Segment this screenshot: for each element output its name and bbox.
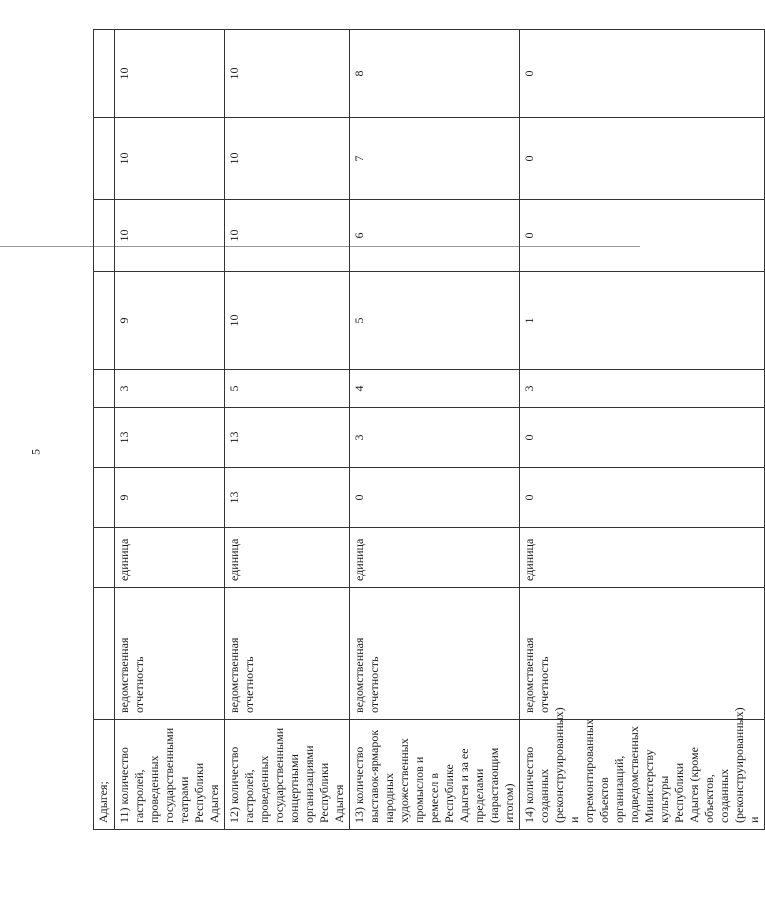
unit-cell: единица bbox=[225, 528, 350, 588]
value-cell: 5 bbox=[350, 272, 520, 370]
value-cell: 3 bbox=[350, 408, 520, 468]
source-cell: ведомственная отчетность bbox=[350, 588, 520, 720]
value-cell: 13 bbox=[225, 408, 350, 468]
value-cell: 10 bbox=[115, 118, 225, 200]
value-cell: 13 bbox=[225, 468, 350, 528]
unit-cell: единица bbox=[350, 528, 520, 588]
indicators-table bbox=[93, 29, 765, 830]
value-cell: 9 bbox=[115, 272, 225, 370]
value-cell: 10 bbox=[225, 200, 350, 272]
value-cell: 13 bbox=[115, 408, 225, 468]
unit-cell: единица bbox=[115, 528, 225, 588]
continuation-row bbox=[94, 30, 115, 830]
source-cell: ведомственная отчетность bbox=[225, 588, 350, 720]
table-row bbox=[115, 30, 225, 830]
indicator-cell: 11) количество гастролей, проведенных государственными театрами Республики Адыгея bbox=[115, 720, 225, 830]
value-cell: 10 bbox=[115, 200, 225, 272]
value-cell: 7 bbox=[350, 118, 520, 200]
table-row bbox=[520, 30, 765, 830]
value-cell: 0 bbox=[350, 468, 520, 528]
value-cell: 10 bbox=[225, 272, 350, 370]
value-cell: 6 bbox=[350, 200, 520, 272]
rotated-table-container bbox=[93, 30, 761, 830]
unit-cell: единица bbox=[520, 528, 765, 588]
table-row bbox=[350, 30, 520, 830]
source-cell: ведомственная отчетность bbox=[115, 588, 225, 720]
page-number: 5 bbox=[28, 449, 43, 455]
source-cell: ведомственная отчетность bbox=[520, 588, 765, 720]
value-cell: 8 bbox=[350, 30, 520, 118]
value-cell: 5 bbox=[225, 370, 350, 408]
value-cell: 1 bbox=[520, 272, 765, 370]
value-cell: 3 bbox=[520, 370, 765, 408]
value-cell: 0 bbox=[520, 30, 765, 118]
table-row bbox=[225, 30, 350, 830]
indicator-cell: 12) количество гастролей, проведенных государственными концертными организациями Республики Адыгея bbox=[225, 720, 350, 830]
value-cell: 0 bbox=[520, 468, 765, 528]
indicator-cell: 13) количество выставок-ярмарок народных художественных промыслов и ремесел в Республике Адыгея и за ее пределами (нарастающим итогом) bbox=[350, 720, 520, 830]
indicator-cell: 14) количество созданных (реконструированных) и отремонтированных объектов организаций, подведомственных Министерству культуры Республики Адыгея (кроме объектов, созданных (реконструированных) и bbox=[520, 720, 765, 830]
value-cell: 10 bbox=[225, 30, 350, 118]
value-cell: 4 bbox=[350, 370, 520, 408]
continuation-cell: Адыгея; bbox=[94, 720, 115, 830]
value-cell: 10 bbox=[115, 30, 225, 118]
value-cell: 10 bbox=[225, 118, 350, 200]
value-cell: 0 bbox=[520, 200, 765, 272]
value-cell: 0 bbox=[520, 118, 765, 200]
value-cell: 0 bbox=[520, 408, 765, 468]
value-cell: 9 bbox=[115, 468, 225, 528]
value-cell: 3 bbox=[115, 370, 225, 408]
